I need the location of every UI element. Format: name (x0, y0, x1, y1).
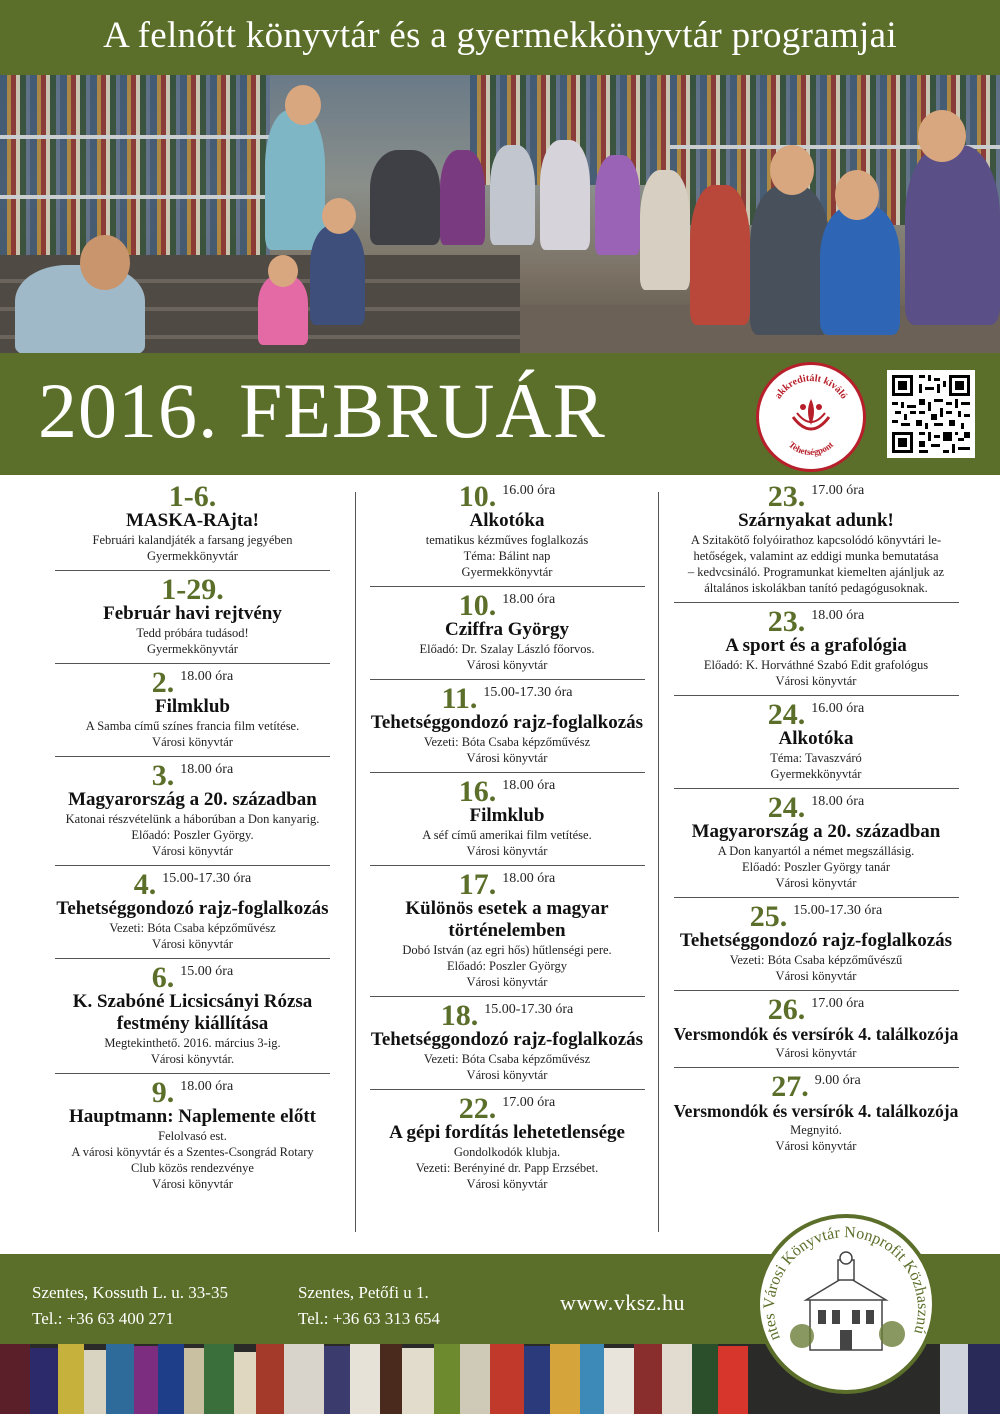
event-date: 16. (458, 775, 497, 808)
event-title: Magyarország a 20. században (691, 821, 941, 842)
event-title: Hauptmann: Naplemente előtt (69, 1106, 316, 1127)
event-detail: A városi könyvtár és a Szentes-Csongrád Rotary (71, 1145, 314, 1159)
event-time: 18.00 óra (180, 762, 234, 777)
child-figure (750, 185, 830, 335)
event-item (674, 791, 959, 898)
event-title: Tehetséggondozó rajz-foglalkozás (679, 930, 953, 951)
event-venue: Városi könyvtár (466, 975, 548, 989)
child-figure (490, 145, 535, 245)
program-column-3 (666, 480, 966, 1162)
event-item (674, 993, 959, 1068)
event-detail: Februári kalandjáték a farsang jegyében (92, 533, 293, 547)
child-figure (820, 205, 900, 335)
event-title: MASKA-RAjta! (126, 510, 259, 531)
phone-line: Tel.: +36 63 400 271 (32, 1309, 175, 1328)
event-time: 15.00 óra (180, 964, 234, 979)
event-time: 15.00-17.30 óra (483, 685, 573, 700)
qr-code[interactable] (887, 370, 975, 458)
event-venue: Városi könyvtár (152, 1177, 233, 1191)
event-item (55, 961, 330, 1074)
child-figure (440, 150, 485, 245)
event-date: 24. (767, 791, 806, 824)
program-column-2 (362, 480, 652, 1200)
event-time: 17.00 óra (811, 483, 865, 498)
event-presenter: Vezeti: Berényiné dr. Papp Erzsébet. (415, 1161, 599, 1175)
event-item (370, 868, 645, 997)
event-item (674, 480, 959, 603)
event-date: 23. (767, 480, 806, 513)
child-figure (640, 170, 690, 290)
address-line: Szentes, Petőfi u 1. (298, 1283, 429, 1302)
child-figure (690, 185, 750, 325)
event-date: 24. (767, 698, 806, 731)
phone-line: Tel.: +36 63 313 654 (298, 1309, 441, 1328)
footer-address-1 (32, 1280, 228, 1332)
event-title: Tehetséggondozó rajz-foglalkozás (370, 712, 644, 733)
event-venue: Városi könyvtár (466, 844, 548, 858)
event-item (370, 589, 645, 680)
program-column-1 (40, 480, 345, 1200)
event-venue: Városi könyvtár (152, 735, 233, 749)
event-title: Filmklub (155, 696, 230, 717)
badge-text-bottom: Tehetségpont (786, 439, 836, 458)
event-time: 18.00 óra (502, 871, 556, 886)
event-detail: általános iskolákban tanító pedagógusoknak. (704, 581, 928, 595)
event-date: 22. (458, 1092, 497, 1125)
event-date: 17. (458, 868, 497, 901)
website-link[interactable]: www.vksz.hu (560, 1290, 686, 1315)
column-divider (658, 492, 659, 1232)
event-time: 18.00 óra (811, 794, 865, 809)
event-detail: Felolvasó est. (158, 1129, 227, 1143)
event-venue: Városi könyvtár (775, 969, 857, 983)
seal-text: ntes Városi Könyvtár Nonprofit Közhasznú (760, 1224, 932, 1343)
event-time: 9.00 óra (814, 1073, 861, 1088)
event-item (55, 573, 330, 664)
child-figure (370, 150, 440, 245)
event-time: 16.00 óra (502, 483, 556, 498)
event-time: 15.00-17.30 óra (484, 1002, 574, 1017)
page-title: A felnőtt könyvtár és a gyermekkönyvtár programjai (103, 15, 897, 56)
event-item (370, 480, 645, 587)
event-detail: Megtekinthető. 2016. március 3-ig. (104, 1036, 281, 1050)
event-venue: Gyermekkönyvtár (770, 767, 862, 781)
event-date: 23. (767, 605, 806, 638)
event-date: 18. (440, 999, 479, 1032)
library-photo (0, 75, 1000, 353)
child-figure (540, 140, 590, 250)
event-title: Február havi rejtvény (103, 603, 282, 624)
event-time: 18.00 óra (502, 592, 556, 607)
event-date: 1-29. (161, 573, 224, 606)
event-item (370, 682, 645, 773)
child-figure (595, 155, 640, 255)
library-building-logo (760, 1218, 932, 1390)
event-time: 17.00 óra (502, 1095, 556, 1110)
event-date: 1-6. (168, 480, 217, 513)
event-title: A sport és a grafológia (725, 635, 907, 656)
event-detail: – kedvcsináló. Programunkat kiemelten ajánljuk az (687, 565, 945, 579)
event-detail: Tedd próbára tudásod! (136, 626, 249, 640)
event-venue: Városi könyvtár (466, 1177, 548, 1191)
event-venue: Városi könyvtár (152, 844, 233, 858)
event-detail: Gondolkodók klubja. (453, 1145, 561, 1159)
svg-text:akkreditált kiváló (773, 373, 849, 401)
event-title: K. Szabóné Licsicsányi Rózsa festmény kiállítása (72, 991, 313, 1034)
event-detail: Katonai részvételünk a háborúban a Don kanyarig. (65, 812, 320, 826)
event-item (674, 900, 959, 991)
event-venue: Városi könyvtár (152, 937, 233, 951)
event-date: 26. (767, 993, 806, 1026)
event-venue: Városi könyvtár (466, 1068, 548, 1082)
column-divider (355, 492, 356, 1232)
event-date: 11. (441, 682, 478, 715)
event-date: 3. (151, 759, 175, 792)
event-detail: Dobó István (az egri hős) hűtlenségi pere. (402, 943, 612, 957)
child-figure (265, 110, 325, 250)
event-detail: A Don kanyartól a német megszállásig. (717, 844, 915, 858)
event-title: Versmondók és versírók 4. találkozója (673, 1024, 959, 1044)
event-date: 10. (458, 589, 497, 622)
event-presenter: Vezeti: Bóta Csaba képzőművész (423, 735, 591, 749)
event-item (674, 1070, 959, 1160)
event-time: 18.00 óra (811, 608, 865, 623)
event-title: Filmklub (469, 805, 545, 826)
event-venue: Városi könyvtár (466, 658, 548, 672)
event-date: 4. (133, 868, 157, 901)
event-detail: A Szitakötő folyóirathoz kapcsolódó könyvtári le- (690, 533, 942, 547)
event-item (55, 666, 330, 757)
adult-figure (905, 145, 1000, 325)
event-venue: Gyermekkönyvtár (147, 549, 238, 563)
event-detail: tematikus kézműves foglalkozás (425, 533, 589, 547)
event-venue: Városi könyvtár (775, 876, 857, 890)
talent-point-logo (759, 365, 863, 469)
event-time: 15.00-17.30 óra (793, 903, 883, 918)
event-item (55, 1076, 330, 1198)
event-item (55, 868, 330, 959)
event-date: 10. (458, 480, 497, 513)
event-presenter: Előadó: Poszler György (447, 959, 567, 973)
event-title: Magyarország a 20. században (68, 789, 317, 810)
qr-code-icon (892, 375, 970, 453)
event-detail: Club közös rendezvénye (131, 1161, 254, 1175)
footer-address-2 (298, 1280, 440, 1332)
event-venue: Városi könyvtár (775, 674, 857, 688)
event-title: Alkotóka (469, 510, 545, 531)
event-item (674, 605, 959, 696)
bookshelf (0, 75, 270, 265)
event-venue: Városi könyvtár (775, 1046, 857, 1060)
child-figure (310, 225, 365, 325)
event-item (370, 1092, 645, 1198)
event-presenter: Vezeti: Bóta Csaba képzőművész (109, 921, 276, 935)
event-presenter: Előadó: Poszler György. (131, 828, 254, 842)
event-detail: A Samba című színes francia film vetítése. (85, 719, 300, 733)
event-title: Versmondók és versírók 4. találkozója (673, 1101, 959, 1121)
event-title: Tehetséggondozó rajz-foglalkozás (370, 1029, 644, 1050)
event-title: Szárnyakat adunk! (738, 510, 894, 531)
event-title: Tehetséggondozó rajz-foglalkozás (56, 898, 329, 919)
event-venue: Gyermekkönyvtár (461, 565, 553, 579)
event-time: 16.00 óra (811, 701, 865, 716)
event-title: A gépi fordítás lehetetlensége (389, 1122, 625, 1143)
event-detail: hetőségek, valamint az eddigi munka bemutatása (693, 549, 939, 563)
event-title: Különös esetek a magyar történelemben (405, 898, 609, 941)
event-presenter: Vezeti: Bóta Csaba képzőművészű (729, 953, 903, 967)
event-item (55, 480, 330, 571)
event-time: 18.00 óra (502, 778, 556, 793)
event-date: 25. (749, 900, 788, 933)
event-presenter: Előadó: Poszler György tanár (742, 860, 890, 874)
event-time: 18.00 óra (180, 669, 234, 684)
month-title: 2016. FEBRUÁR (38, 367, 606, 454)
tehetsegpont-badge (756, 362, 866, 472)
event-presenter: Vezeti: Bóta Csaba képzőművész (423, 1052, 591, 1066)
event-time: 17.00 óra (811, 996, 865, 1011)
event-venue: Városi könyvtár (775, 1139, 857, 1153)
event-venue: Városi könyvtár. (150, 1052, 235, 1066)
event-theme: Téma: Bálint nap (463, 549, 551, 563)
event-title: Cziffra György (445, 619, 569, 640)
event-theme: Téma: Tavaszváró (770, 751, 862, 765)
library-seal (756, 1214, 936, 1394)
event-date: 27. (771, 1070, 809, 1103)
event-date: 2. (151, 666, 175, 699)
svg-text:Tehetségpont (787, 439, 835, 457)
event-date: 9. (151, 1076, 175, 1109)
event-presenter: Előadó: K. Horváthné Szabó Edit grafológus (703, 658, 929, 672)
event-time: 18.00 óra (180, 1079, 234, 1094)
event-time: 15.00-17.30 óra (162, 871, 252, 886)
address-line: Szentes, Kossuth L. u. 33-35 (32, 1283, 228, 1302)
event-item (370, 775, 645, 866)
badge-text-top: akkreditált kiváló (772, 372, 850, 402)
event-detail: A séf című amerikai film vetítése. (422, 828, 592, 842)
event-venue: Városi könyvtár (466, 751, 548, 765)
event-presenter: Előadó: Dr. Szalay László főorvos. (419, 642, 595, 656)
event-date: 6. (151, 961, 175, 994)
event-title: Alkotóka (778, 728, 854, 749)
event-venue: Gyermekkönyvtár (147, 642, 238, 656)
event-item (370, 999, 645, 1090)
event-detail: Megnyitó. (790, 1123, 842, 1137)
event-item (55, 759, 330, 866)
event-item (674, 698, 959, 789)
